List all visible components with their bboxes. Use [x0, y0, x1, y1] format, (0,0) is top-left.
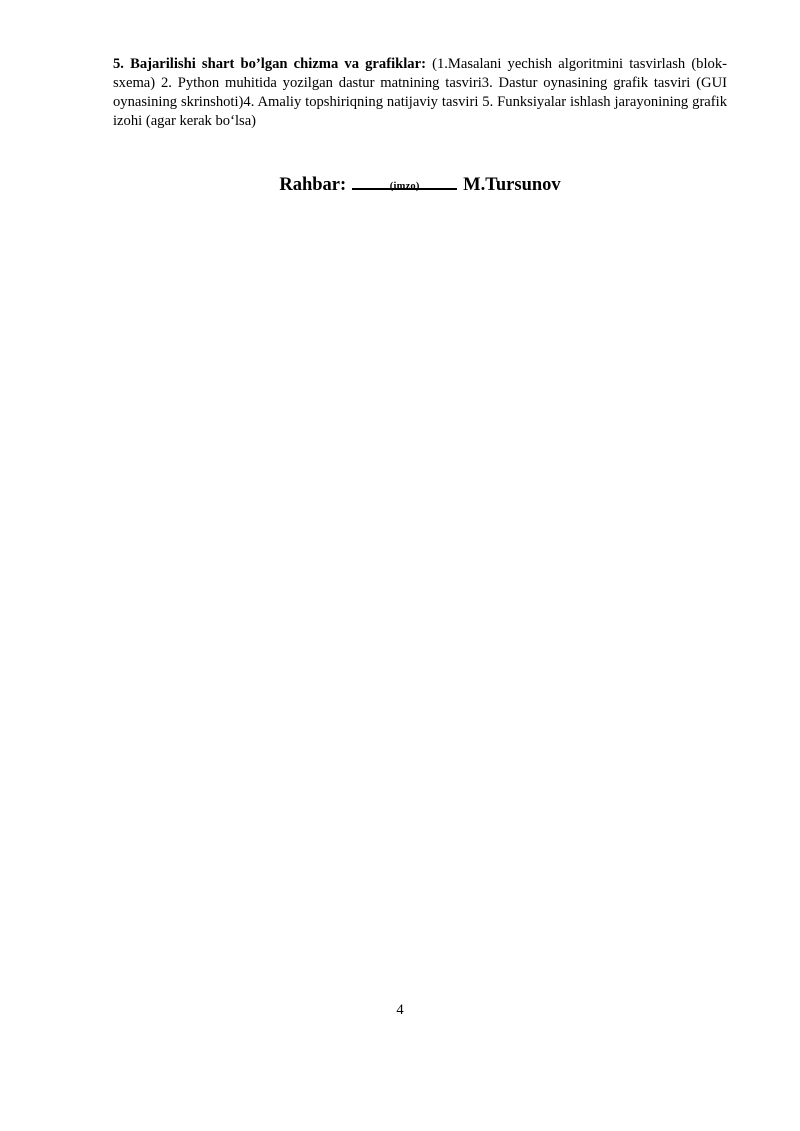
page-number: 4	[396, 1002, 404, 1018]
signature-block	[113, 170, 727, 196]
signature-name: M.Tursunov	[463, 174, 561, 195]
section-paragraph	[113, 55, 727, 131]
signature-label: Rahbar:	[279, 174, 347, 195]
signature-row	[279, 170, 560, 196]
signature-line-wrap	[352, 170, 457, 196]
section-body: (1.Masalani yechish algoritmini tasvirlash (blok-sxema) 2. Python muhitida yozilgan dastur matnining tasviri3. Dastur oynasining grafik tasviri (GUI oynasining skrinshoti)4. Amaliy topshiriqning natijaviy tasviri 5. Funksiyalar ishlash jarayonining grafik izohi (agar kerak bo‘lsa)	[113, 56, 727, 129]
section-block	[113, 55, 727, 131]
signature-line-caption: (imzo)	[389, 180, 420, 192]
section-heading: 5. Bajarilishi shart bo’lgan chizma va grafiklar:	[113, 56, 426, 72]
